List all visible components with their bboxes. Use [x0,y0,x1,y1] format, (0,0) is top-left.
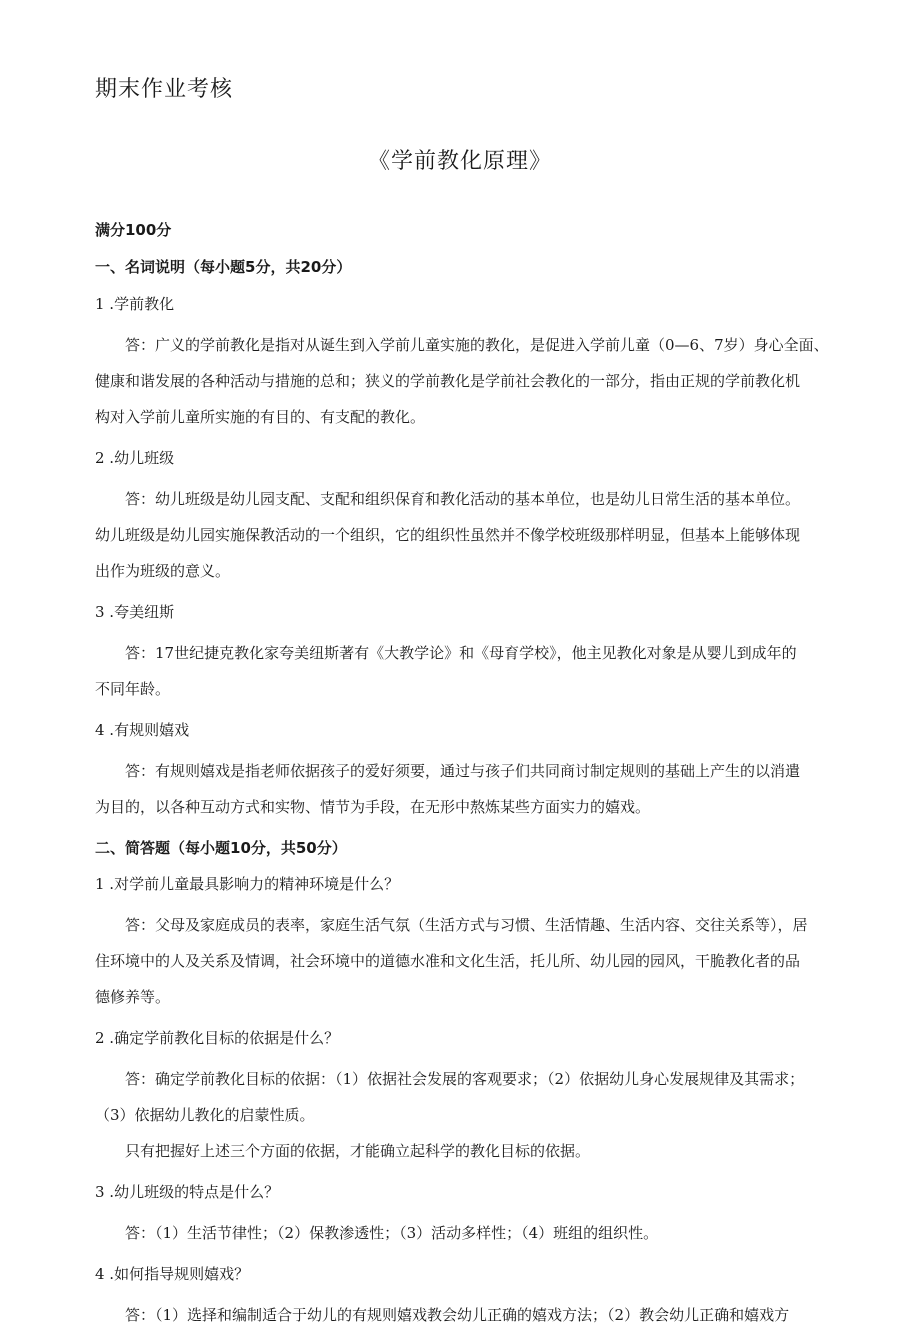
answer-block [95,1297,830,1333]
question-label: 1 .对学前儿童最具影响力的精神环境是什么？ [95,875,400,893]
answer-block [95,907,830,1015]
answer-block [95,1061,830,1169]
answer-block [95,753,830,825]
answer-line: 为目的，以各种互动方式和实物、情节为手段，在无形中熬炼某些方面实力的嬉戏。 [95,798,651,816]
answer-line: 答：（1）选择和编制适合于幼儿的有规则嬉戏教会幼儿正确的嬉戏方法；（2）教会幼儿正确和嬉戏方 [125,1306,790,1324]
term-label: 2 .幼儿班级 [95,449,175,467]
answer-line: 出作为班级的意义。 [95,562,231,580]
answer-block [95,481,830,589]
section-1-heading: 一、名词说明（每小题5分，共20分） [95,258,352,276]
answer-line: 住环境中的人及关系及情调，社会环境中的道德水准和文化生活，托儿所、幼儿园的园风，干脆教化者的品 [95,952,801,970]
answer-line: 不同年龄。 [95,680,171,698]
answer-line: 构对入学前儿童所实施的有目的、有支配的教化。 [95,408,426,426]
document-body [95,218,830,1333]
answer-block [95,635,830,707]
question-label: 4 .如何指导规则嬉戏？ [95,1265,250,1283]
score-line: 满分100分 [95,221,172,239]
answer-line: 答：幼儿班级是幼儿园支配、支配和组织保育和教化活动的基本单位，也是幼儿日常生活的基本单位。 [125,490,801,508]
term-label: 4 .有规则嬉戏 [95,721,190,739]
answer-line: （3）依据幼儿教化的启蒙性质。 [95,1106,315,1124]
answer-line: 德修养等。 [95,988,171,1006]
term-label: 1 .学前教化 [95,295,175,313]
document-title: 《学前教化原理》 [367,149,552,174]
answer-line: 答：广义的学前教化是指对从诞生到入学前儿童实施的教化，是促进入学前儿童（0—6、7岁）身心全面、 [125,336,829,354]
term-label: 3 .夸美纽斯 [95,603,175,621]
answer-line: 健康和谐发展的各种活动与措施的总和；狭义的学前教化是学前社会教化的一部分，指由正规的学前教化机 [95,372,801,390]
answer-line: 答：有规则嬉戏是指老师依据孩子的爱好须要，通过与孩子们共同商讨制定规则的基础上产生的以消遣 [125,762,801,780]
question-label: 2 .确定学前教化目标的依据是什么？ [95,1029,340,1047]
question-label: 3 .幼儿班级的特点是什么？ [95,1183,280,1201]
answer-line: 答：17世纪捷克教化家夸美纽斯著有《大教学论》和《母育学校》，他主见教化对象是从婴儿到成年的 [125,644,797,662]
answer-block [95,327,830,435]
answer-line: 答：父母及家庭成员的表率，家庭生活气氛（生活方式与习惯、生活情趣、生活内容、交往关系等），居 [125,916,808,934]
answer-line: 答：（1）生活节律性；（2）保教渗透性；（3）活动多样性；（4）班组的组织性。 [125,1224,659,1242]
section-2-heading: 二、简答题（每小题10分，共50分） [95,839,347,857]
answer-block [95,1215,830,1251]
answer-line: 答：确定学前教化目标的依据：（1）依据社会发展的客观要求；（2）依据幼儿身心发展规律及其需求； [125,1070,805,1088]
answer-line: 只有把握好上述三个方面的依据，才能确立起科学的教化目标的依据。 [125,1142,591,1160]
answer-line: 幼儿班级是幼儿园实施保教活动的一个组织，它的组织性虽然并不像学校班级那样明显，但基本上能够体现 [95,526,801,544]
document-header: 期末作业考核 [95,77,234,102]
